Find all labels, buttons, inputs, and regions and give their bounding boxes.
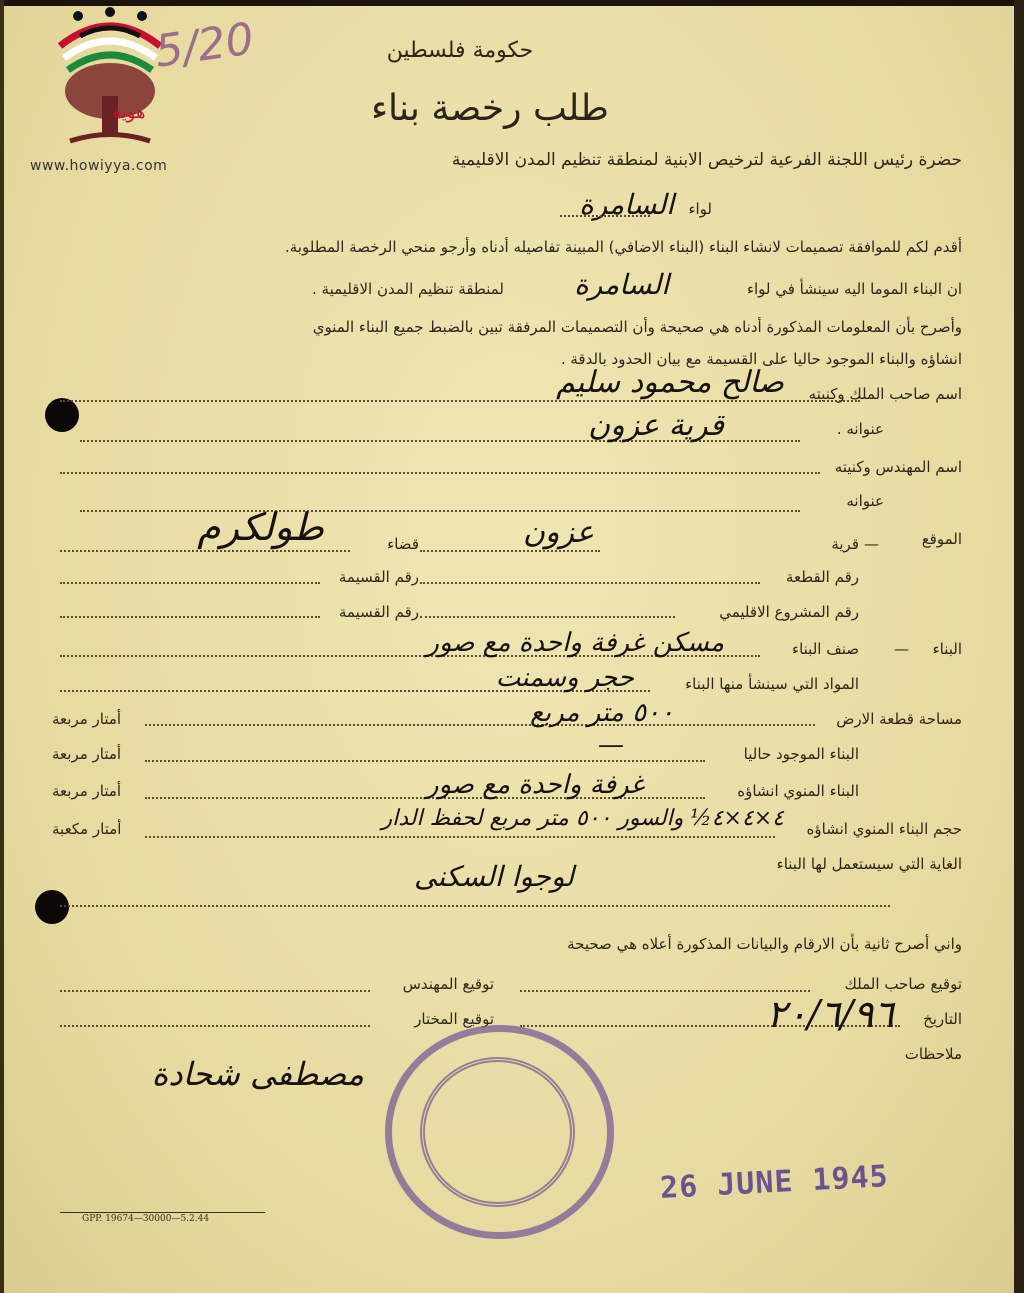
planned-building-value: غرفة واحدة مع صور bbox=[425, 770, 644, 800]
addressee-line: حضرة رئيس اللجنة الفرعية لترخيص الابنية لمنطقة تنظيم المدن الاقليمية bbox=[451, 150, 962, 170]
notes-label: ملاحظات bbox=[904, 1045, 962, 1063]
printer-code: GPP. 19674—30000—5.2.44 bbox=[82, 1214, 210, 1224]
scheme-label: رقم المشروع الاقليمي bbox=[719, 603, 859, 621]
received-date-stamp: 26 JUNE 1945 bbox=[659, 1159, 890, 1206]
engineer-address-dots bbox=[80, 510, 800, 512]
plot-dots bbox=[60, 582, 320, 584]
intro-line-2-value: السامرة bbox=[574, 268, 669, 301]
land-area-value: ٥٠٠ متر مربع bbox=[530, 698, 674, 728]
building-type-value: مسكن غرفة واحدة مع صور bbox=[426, 628, 724, 658]
logo-brand-text: هوية bbox=[112, 102, 146, 123]
form-title: طلب رخصة بناء bbox=[371, 88, 609, 129]
scan-edge-right bbox=[1014, 0, 1024, 1293]
pencil-reference-mark: 5/20 bbox=[151, 13, 257, 78]
engineer-name-label: اسم المهندس وكنيته bbox=[834, 458, 962, 476]
purpose-value: لوجوا السكنى bbox=[414, 860, 574, 893]
owner-name-label: اسم صاحب الملك وكنيته bbox=[808, 385, 962, 403]
materials-value: حجر وسمنت bbox=[495, 663, 634, 693]
punch-hole-top bbox=[45, 398, 79, 432]
building-type-label: صنف البناء bbox=[792, 640, 859, 658]
existing-building-dots bbox=[145, 760, 705, 762]
mukhtar-name-handwritten: مصطفى شحادة bbox=[151, 1055, 364, 1093]
volume-dots bbox=[145, 836, 775, 838]
planned-building-label: البناء المنوي انشاؤه bbox=[737, 782, 859, 800]
punch-hole-bottom bbox=[35, 890, 69, 924]
district-label: لواء bbox=[688, 200, 712, 218]
document-page: هوية www.howiyya.com 5/20 حكومة فلسطين طلب رخصة بناء حضرة رئيس اللجنة الفرعية لترخيص الابنية لمنطقة تنظيم المدن الاقليمية لواء السامرة أقدم لكم للموافقة تصميمات لانشاء البناء (البناء الاضافي) المبينة تفاصيله أدناه وأرجو منحي الرخصة المطلوبة. ان البناء الموما اليه سينشأ في لواء السامرة لمنطقة تنظيم المدن الاقليمية . وأصرح بأن المعلومات المذكورة أدناه هي صحيحة وأن التصميمات المرفقة تبين بالضبط جميع البناء المنوي انشاؤه والبناء الموجود حاليا على القسيمة مع بيان الحدود بالدقة . اسم صاحب الملك وكنيته صالح محمود سليم عنوانه . قرية عزون اسم المهندس وكنيته عنوانه الموقع — قرية عزون قضاء طولكرم رقم القطعة رقم القسيمة رقم المشروع الاقليمي رقم القسيمة البناء — صنف البناء مسكن غرفة واحدة مع صور المواد التي سينشأ منها البناء حجر وسمنت مساحة قطعة الارض ٥٠٠ متر مربع أمتار مربعة البناء الموجود حاليا — أمتار مربعة البناء المنوي انشاؤه غرفة واحدة مع صور أمتار مربعة حجم البناء المنوي انشاؤه ٤×٤×٤½ والسور ٥٠٠ متر مربع لحفظ الدار أمتار مكعبة الغاية التي سيستعمل لها البناء لوجوا السكنى واني أصرح ثانية بأن الارقام والبيانات المذكورة أعلاه هي صحيحة توقيع صاحب الملك توقيع المهندس التاريخ ٢٠/٦/٩٦ توقيع المختار ملاحظات مصطفى شحادة 26 JUNE 1945 GPP. 19674—30000—5.2.44 bbox=[0, 0, 1024, 1293]
scan-edge-left bbox=[0, 0, 4, 1293]
date-label: التاريخ bbox=[923, 1010, 962, 1028]
materials-label: المواد التي سينشأ منها البناء bbox=[685, 675, 859, 693]
owner-name-dots bbox=[60, 400, 860, 402]
building-label: البناء bbox=[932, 640, 962, 658]
volume-label: حجم البناء المنوي انشاؤه bbox=[806, 820, 962, 838]
logo-site-url: www.howiyya.com bbox=[30, 158, 168, 174]
official-seal-stamp bbox=[385, 1025, 614, 1239]
declaration-text: واني أصرح ثانية بأن الارقام والبيانات المذكورة أعلاه هي صحيحة bbox=[567, 935, 962, 953]
district-value: السامرة bbox=[579, 188, 674, 221]
engineer-name-dots bbox=[60, 472, 820, 474]
volume-unit: أمتار مكعبة bbox=[52, 820, 122, 838]
plot2-label: رقم القسيمة bbox=[338, 603, 419, 621]
intro-line-3: وأصرح بأن المعلومات المذكورة أدناه هي صحيحة وأن التصميمات المرفقة تبين بالضبط جميع البناء المنوي bbox=[312, 318, 962, 336]
scheme-dots bbox=[420, 616, 675, 618]
engineer-address-label: عنوانه bbox=[846, 492, 884, 510]
land-area-unit: أمتار مربعة bbox=[52, 710, 122, 728]
existing-building-label: البناء الموجود حاليا bbox=[743, 745, 859, 763]
mukhtar-signature-label: توقيع المختار bbox=[414, 1010, 494, 1028]
owner-name-value: صالح محمود سليم bbox=[556, 365, 784, 400]
footer-rule bbox=[60, 1212, 265, 1213]
owner-address-label: عنوانه . bbox=[836, 420, 884, 438]
volume-value: ٤×٤×٤½ والسور ٥٠٠ متر مربع لحفظ الدار bbox=[381, 806, 784, 831]
owner-signature-label: توقيع صاحب الملك bbox=[844, 975, 962, 993]
location-district-label: قضاء bbox=[387, 535, 419, 553]
parcel-label: رقم القطعة bbox=[785, 568, 859, 586]
location-district-value: طولكرم bbox=[197, 505, 324, 549]
planned-building-unit: أمتار مربعة bbox=[52, 782, 122, 800]
existing-building-unit: أمتار مربعة bbox=[52, 745, 122, 763]
land-area-label: مساحة قطعة الارض bbox=[836, 710, 962, 728]
intro-line-4: انشاؤه والبناء الموجود حاليا على القسيمة مع بيان الحدود بالدقة . bbox=[560, 350, 962, 368]
purpose-label: الغاية التي سيستعمل لها البناء bbox=[776, 855, 962, 873]
location-label: الموقع bbox=[921, 530, 962, 548]
land-area-dots bbox=[145, 724, 815, 726]
engineer-signature-label: توقيع المهندس bbox=[402, 975, 494, 993]
plot2-dots bbox=[60, 616, 320, 618]
plot-label: رقم القسيمة bbox=[338, 568, 419, 586]
village-label: قرية bbox=[831, 535, 859, 553]
existing-building-value: — bbox=[598, 730, 624, 760]
government-heading: حكومة فلسطين bbox=[386, 38, 534, 63]
intro-line-1: أقدم لكم للموافقة تصميمات لانشاء البناء (البناء الاضافي) المبينة تفاصيله أدناه وأرجو منحي الرخصة المطلوبة. bbox=[285, 238, 962, 256]
intro-line-2-prefix: ان البناء الموما اليه سينشأ في لواء bbox=[746, 280, 962, 298]
intro-line-2-suffix: لمنطقة تنظيم المدن الاقليمية . bbox=[312, 280, 504, 298]
village-dots bbox=[420, 550, 600, 552]
parcel-dots bbox=[420, 582, 760, 584]
date-value: ٢٠/٦/٩٦ bbox=[766, 992, 894, 1036]
village-value: عزون bbox=[523, 515, 594, 550]
purpose-dots bbox=[60, 905, 890, 907]
district-dots bbox=[560, 215, 650, 217]
engineer-signature-dots bbox=[60, 990, 370, 992]
seal-inner-ring bbox=[420, 1057, 575, 1207]
owner-address-value: قرية عزون bbox=[588, 408, 724, 443]
mukhtar-signature-dots bbox=[60, 1025, 370, 1027]
location-district-dots bbox=[60, 550, 350, 552]
